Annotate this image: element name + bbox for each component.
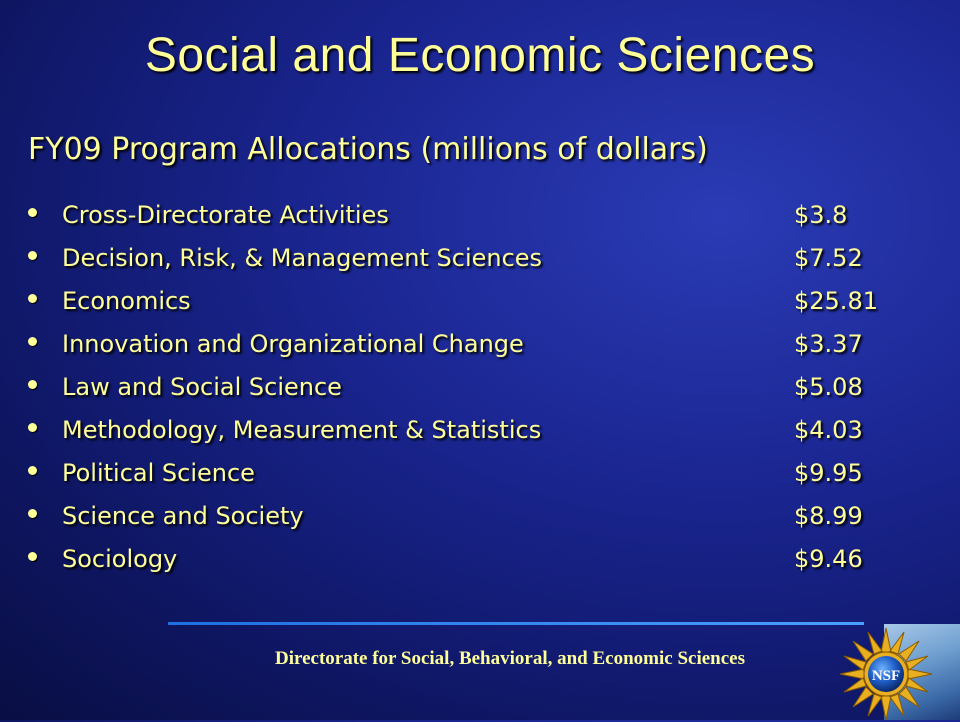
bullet-icon [28,294,37,303]
bullet-icon [28,423,37,432]
list-item [28,412,908,455]
program-amount: $3.8 [794,201,848,229]
bullet-icon [28,337,37,346]
bullet-icon [28,380,37,389]
program-amount: $4.03 [794,416,863,444]
list-item [28,283,908,326]
bullet-icon [28,208,37,217]
footer-text: Directorate for Social, Behavioral, and Economic Sciences [275,648,745,669]
program-name: Law and Social Science [62,373,342,401]
list-item [28,541,908,584]
program-name: Economics [62,287,191,315]
program-amount: $8.99 [794,502,863,530]
slide-title: Social and Economic Sciences [144,29,816,82]
list-item [28,455,908,498]
bullet-icon [28,509,37,518]
program-name: Political Science [62,459,255,487]
list-item [28,498,908,541]
list-item [28,326,908,369]
program-name: Science and Society [62,502,304,530]
program-name: Methodology, Measurement & Statistics [62,416,542,444]
allocation-list [28,197,908,584]
program-amount: $3.37 [794,330,863,358]
program-amount: $5.08 [794,373,863,401]
bullet-icon [28,251,37,260]
program-name: Cross-Directorate Activities [62,201,389,229]
bullet-icon [28,466,37,475]
footer-divider [168,622,864,625]
slide-subtitle: FY09 Program Allocations (millions of dollars) [28,132,708,167]
nsf-logo-icon [836,626,936,722]
list-item [28,197,908,240]
program-name: Decision, Risk, & Management Sciences [62,244,543,272]
program-name: Sociology [62,545,178,573]
bullet-icon [28,552,37,561]
logo-text: NSF [871,668,901,684]
program-amount: $9.46 [794,545,863,573]
program-name: Innovation and Organizational Change [62,330,524,358]
program-amount: $25.81 [794,287,878,315]
program-amount: $7.52 [794,244,863,272]
list-item [28,369,908,412]
program-amount: $9.95 [794,459,863,487]
list-item [28,240,908,283]
